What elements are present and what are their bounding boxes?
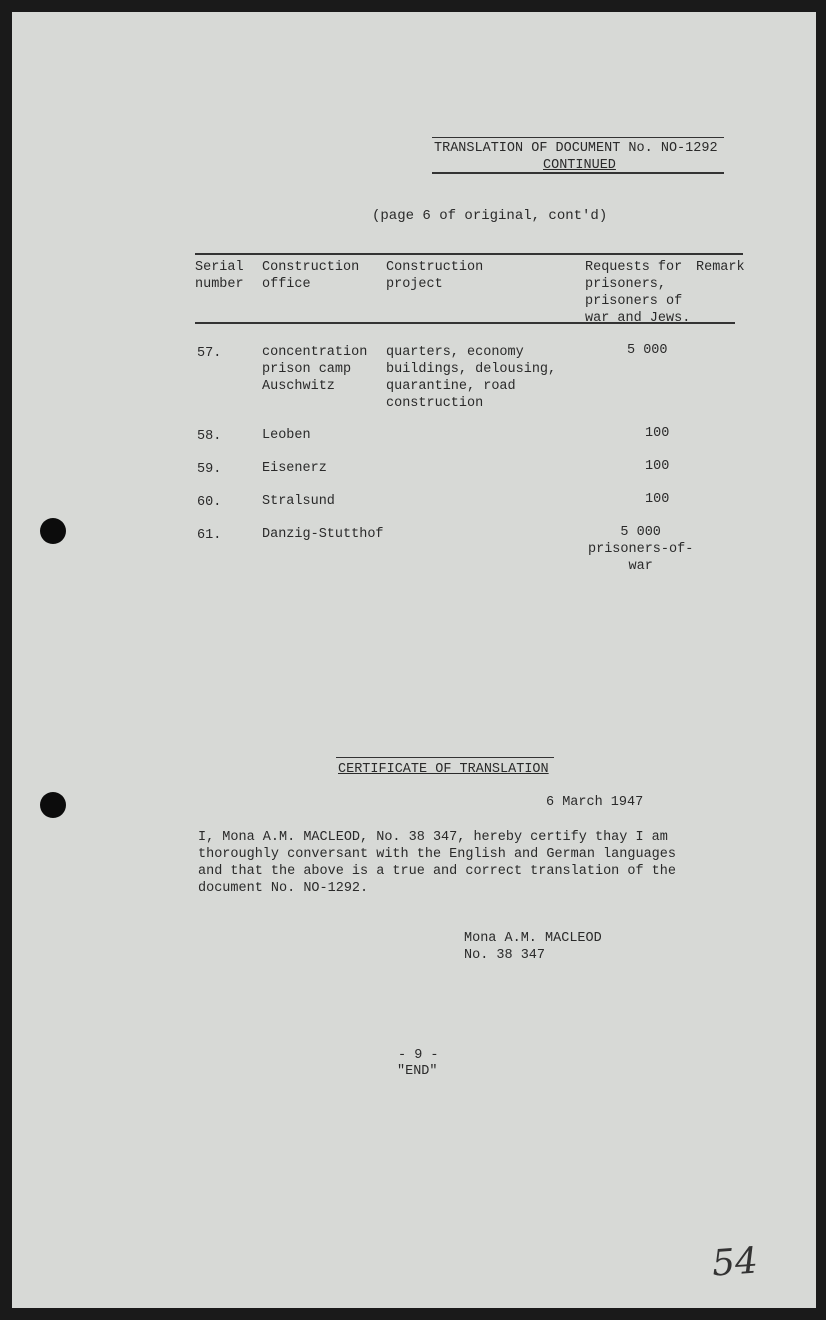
certificate-body: I, Mona A.M. MACLEOD, No. 38 347, hereby certify thay I am thoroughly conversant with the English and German languages and that the above is a true and correct translation of the document No. NO-1292. — [198, 830, 676, 896]
certificate-title: CERTIFICATE OF TRANSLATION — [338, 762, 549, 777]
end-mark: "END" — [397, 1064, 438, 1079]
row-office: Leoben — [262, 428, 311, 443]
table-top-rule — [195, 253, 743, 255]
row-serial: 60. — [197, 495, 222, 510]
handwritten-page-number: 54 — [710, 1240, 760, 1285]
column-header-office: Construction office — [262, 260, 360, 292]
row-serial: 57. — [197, 346, 222, 361]
row-office: concentration prison camp Auschwitz — [262, 345, 368, 394]
row-office: Danzig-Stutthof — [262, 527, 384, 542]
row-requests: 100 — [645, 459, 670, 474]
column-header-project: Construction project — [386, 260, 484, 292]
page-note: (page 6 of original, cont'd) — [372, 208, 608, 224]
certificate-date: 6 March 1947 — [546, 795, 644, 810]
column-header-requests: Requests for prisoners, prisoners of war and Jews. — [585, 260, 691, 326]
row-serial: 58. — [197, 429, 222, 444]
row-serial: 61. — [197, 528, 222, 543]
signature-number: No. 38 347 — [464, 948, 546, 963]
table-header-rule — [195, 322, 735, 324]
document-subtitle: CONTINUED — [543, 158, 616, 173]
header-bottom-rule — [432, 172, 724, 174]
row-project: quarters, economy buildings, delousing, quarantine, road construction — [386, 345, 557, 411]
document-page — [12, 12, 816, 1308]
column-header-remark: Remark — [696, 260, 745, 275]
row-requests: 5 000 prisoners-of- war — [588, 525, 694, 574]
column-header-serial: Serial number — [195, 260, 244, 292]
certificate-top-rule — [336, 757, 554, 758]
signature-name: Mona A.M. MACLEOD — [464, 931, 602, 946]
row-requests: 5 000 — [627, 343, 668, 358]
row-requests: 100 — [645, 426, 670, 441]
page-number: - 9 - — [398, 1048, 439, 1063]
punch-hole-upper — [40, 518, 66, 544]
row-serial: 59. — [197, 462, 222, 477]
row-office: Eisenerz — [262, 461, 327, 476]
header-top-rule — [432, 137, 724, 138]
row-requests: 100 — [645, 492, 670, 507]
document-title: TRANSLATION OF DOCUMENT No. NO-1292 — [434, 141, 718, 156]
punch-hole-lower — [40, 792, 66, 818]
row-office: Stralsund — [262, 494, 335, 509]
